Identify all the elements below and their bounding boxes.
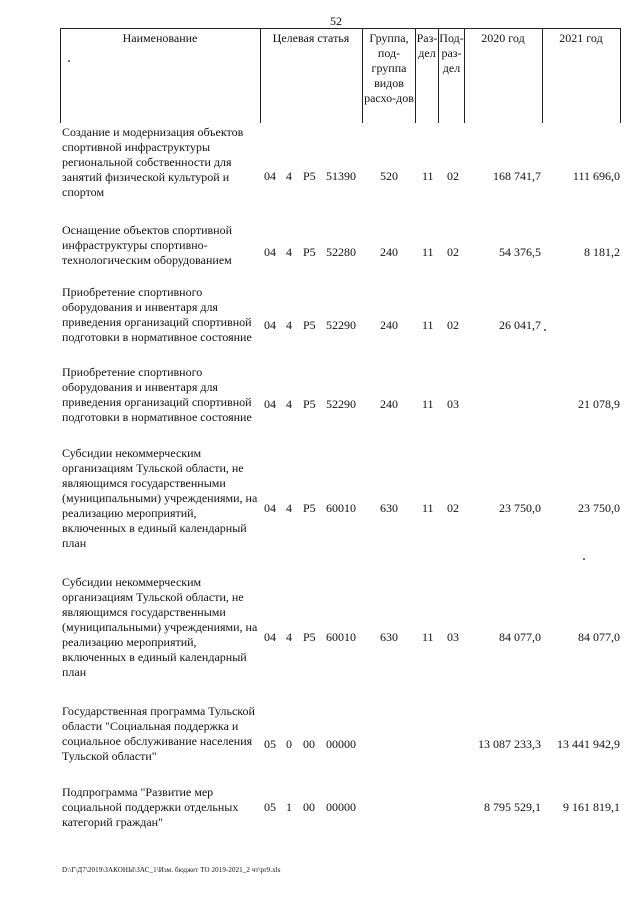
row-name: Приобретение спортивного оборудования и инвентаря для приведения организаций спортивной подготовки в нормативное состояние [62, 285, 252, 344]
value-2020: 54 376,5 [499, 245, 541, 259]
table-row [60, 223, 620, 273]
value-2020: 8 795 529,1 [484, 800, 541, 814]
row-name: Субсидии некоммерческим организациям Тульской области, не являющимся государственными (муниципальными) учреждениями, на реализацию мероприятий, включенных в единый календарный план [62, 575, 258, 679]
file-path-footer: D:\Г\Д7\2019\ЗАКОНЫ\ЗАС_1\Изм. бюджет ТО 2019-2021_2 чт\pr9.xls [62, 866, 281, 874]
code-subprogram: 4 [286, 501, 292, 515]
code-program: 04 [264, 501, 276, 515]
row-name: Приобретение спортивного оборудования и инвентаря для приведения организаций спортивной подготовки в нормативное состояние [62, 365, 252, 424]
header-target: Целевая статья [272, 31, 350, 45]
row-name: Оснащение объектов спортивной инфраструктуры спортивно-технологическим оборудованием [62, 223, 233, 267]
code-direction: 52290 [326, 318, 356, 332]
header-subsection: Под-раз-дел [439, 31, 464, 75]
group-code: 630 [380, 501, 398, 515]
subsection-code: 03 [447, 630, 459, 644]
header-group: Группа, под-группа видов расхо-дов [364, 31, 414, 105]
section-code: 11 [422, 630, 434, 644]
group-code: 240 [380, 318, 398, 332]
subsection-code: 03 [447, 397, 459, 411]
header-2020: 2020 год [481, 31, 525, 45]
row-name: Создание и модернизация объектов спортивной инфраструктуры региональной собственности для занятий физической культурой и спортом [62, 125, 244, 199]
value-2021: 8 181,2 [584, 245, 620, 259]
code-direction: 60010 [326, 630, 356, 644]
table-row [60, 575, 620, 687]
col-border [620, 28, 621, 123]
code-project: Р5 [303, 630, 316, 644]
value-2021: 21 078,9 [578, 397, 620, 411]
code-direction: 52290 [326, 397, 356, 411]
page-number: 52 [330, 14, 342, 28]
code-direction: 51390 [326, 169, 356, 183]
code-project: Р5 [303, 318, 316, 332]
value-2021: 9 161 819,1 [563, 800, 620, 814]
group-code: 240 [380, 397, 398, 411]
value-2021: 13 441 942,9 [557, 737, 620, 751]
group-code: 630 [380, 630, 398, 644]
row-name: Субсидии некоммерческим организациям Тульской области, не являющимся государственными (муниципальными) учреждениями, на реализацию мероприятий, включенных в единый календарный план [62, 446, 258, 550]
code-subprogram: 4 [286, 630, 292, 644]
code-project: Р5 [303, 245, 316, 259]
section-code: 11 [422, 245, 434, 259]
header-name: Наименование [122, 31, 198, 45]
value-2020: 26 041,7 [499, 318, 541, 332]
table-row [60, 785, 620, 835]
value-2020: 84 077,0 [499, 630, 541, 644]
table-row [60, 365, 620, 443]
subsection-code: 02 [447, 169, 459, 183]
section-code: 11 [422, 169, 434, 183]
subsection-code: 02 [447, 318, 459, 332]
code-program: 05 [264, 737, 276, 751]
code-subprogram: 4 [286, 397, 292, 411]
row-name: Подпрограмма "Развитие мер социальной поддержки отдельных категорий граждан" [62, 785, 239, 829]
value-2021: 23 750,0 [578, 501, 620, 515]
table-row [60, 285, 620, 363]
code-program: 04 [264, 169, 276, 183]
value-2020: 13 087 233,3 [478, 737, 541, 751]
table-row [60, 704, 620, 784]
group-code: 240 [380, 245, 398, 259]
subsection-code: 02 [447, 245, 459, 259]
scan-speck [583, 558, 585, 560]
code-project: Р5 [303, 169, 316, 183]
table-row [60, 446, 620, 558]
section-code: 11 [422, 397, 434, 411]
row-name: Государственная программа Тульской области "Социальная поддержка и социальное обслуживание населения Тульской области" [62, 704, 255, 763]
header-top-border [60, 28, 620, 29]
code-project: 00 [303, 800, 315, 814]
table-header [60, 28, 620, 123]
code-program: 04 [264, 245, 276, 259]
code-direction: 00000 [326, 737, 356, 751]
code-direction: 00000 [326, 800, 356, 814]
code-project: 00 [303, 737, 315, 751]
value-2020: 168 741,7 [493, 169, 541, 183]
header-2021: 2021 год [559, 31, 603, 45]
code-subprogram: 4 [286, 169, 292, 183]
code-project: Р5 [303, 397, 316, 411]
code-subprogram: 4 [286, 318, 292, 332]
scan-speck [68, 60, 70, 62]
code-subprogram: 4 [286, 245, 292, 259]
code-program: 04 [264, 397, 276, 411]
table-row [60, 125, 620, 205]
code-program: 04 [264, 630, 276, 644]
code-subprogram: 1 [286, 800, 292, 814]
section-code: 11 [422, 501, 434, 515]
value-2021: 84 077,0 [578, 630, 620, 644]
value-2021: 111 696,0 [572, 169, 620, 183]
header-section: Раз-дел [416, 31, 438, 60]
code-direction: 52280 [326, 245, 356, 259]
code-program: 04 [264, 318, 276, 332]
section-code: 11 [422, 318, 434, 332]
code-direction: 60010 [326, 501, 356, 515]
value-2020: 23 750,0 [499, 501, 541, 515]
code-project: Р5 [303, 501, 316, 515]
code-program: 05 [264, 800, 276, 814]
subsection-code: 02 [447, 501, 459, 515]
code-subprogram: 0 [286, 737, 292, 751]
group-code: 520 [380, 169, 398, 183]
